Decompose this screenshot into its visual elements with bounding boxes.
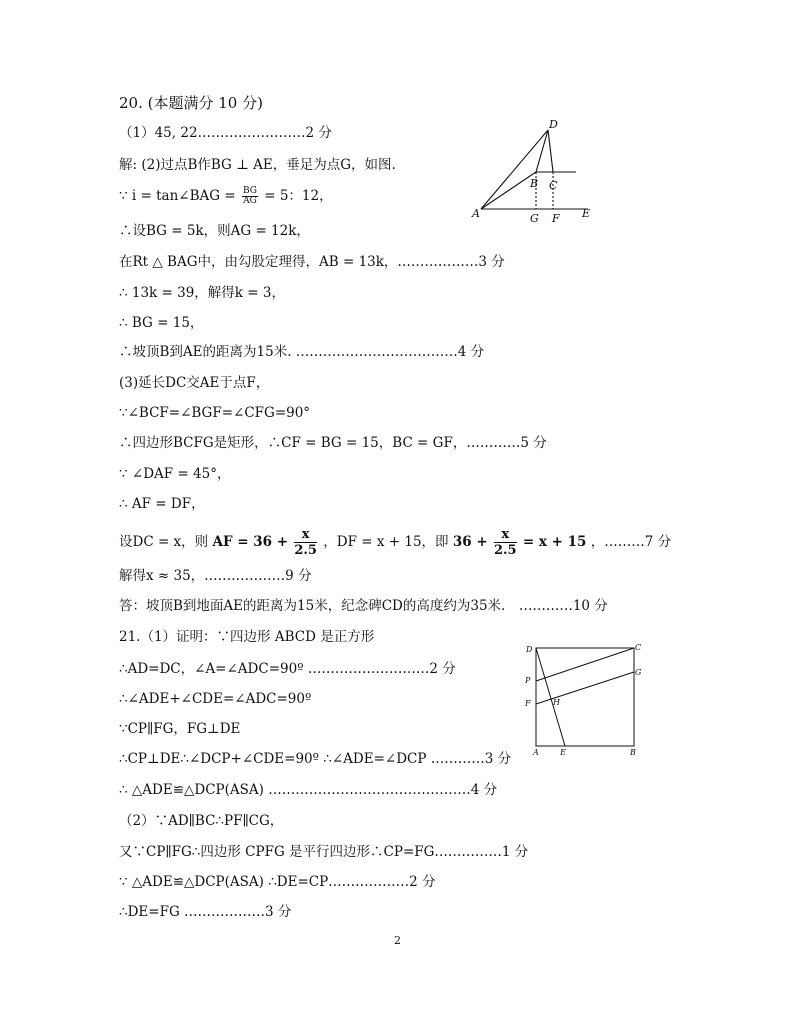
q20-line-3a: ∵ i = tan∠BAG = — [119, 188, 236, 204]
line-ad — [481, 130, 548, 209]
label-c: C — [549, 179, 558, 192]
label-a: A — [533, 748, 539, 757]
q20-line-4: ∴设BG = 5k，则AG = 12k， — [119, 223, 310, 239]
label-e: E — [560, 748, 566, 757]
q20-line-14f: ，………7 分 — [590, 534, 672, 550]
q21-line-3: ∴∠ADE+∠CDE=∠ADC=90º — [119, 691, 312, 707]
line-fg — [536, 672, 634, 704]
q20-line-14a: 设DC = x，则 — [119, 534, 209, 550]
label-d: D — [526, 645, 533, 654]
q20-line-14e: = x + 15 — [522, 534, 587, 550]
q21-line-5: ∴CP⊥DE∴∠DCP+∠CDE=90º ∴∠ADE=∠DCP …………3 分 — [119, 751, 512, 767]
q21-line-7: （2）∵AD∥BC∴PF∥CG， — [119, 813, 284, 829]
q21-line-2: ∴AD=DC，∠A=∠ADC=90º ………………………2 分 — [119, 661, 456, 677]
line-pc — [536, 648, 634, 681]
label-b: B — [530, 177, 539, 190]
q21-line-8: 又∵CP∥FG∴四边形 CPFG 是平行四边形∴CP=FG……………1 分 — [119, 844, 529, 860]
line-dc — [548, 130, 553, 172]
q20-line-6: ∴ 13k = 39，解得k = 3， — [119, 285, 285, 301]
label-h: H — [553, 698, 560, 707]
q20-line-8: ∴坡顶B到AE的距离为15米. ………………………………4 分 — [119, 344, 485, 360]
q20-line-10: ∵∠BCF=∠BGF=∠CFG=90° — [119, 405, 311, 421]
q20-line-3b: = 5：12， — [264, 188, 333, 204]
slope-figure — [460, 112, 600, 230]
label-p: P — [525, 676, 531, 685]
q20-line-13: ∴ AF = DF， — [119, 496, 205, 512]
q20-line-14 — [119, 527, 671, 558]
fraction-numerator: BG — [242, 186, 257, 196]
fraction-denominator: 2.5 — [294, 543, 317, 558]
fraction-denominator: AG — [243, 196, 257, 206]
label-b: B — [630, 748, 636, 757]
q21-line-9: ∵ △ADE≌△DCP(ASA) ∴DE=CP………………2 分 — [119, 874, 436, 890]
q21-line-1: 21.（1）证明：∵四边形 ABCD 是正方形 — [119, 629, 375, 645]
q20-line-1: （1）45, 22……………………2 分 — [119, 125, 332, 141]
q20-line-14c: ，DF = x + 15，即 — [323, 534, 449, 550]
fraction-numerator: x — [494, 527, 517, 543]
fraction-bg-ag — [242, 187, 258, 206]
page-number: 2 — [394, 934, 401, 947]
label-f: F — [552, 212, 560, 225]
label-a: A — [472, 207, 480, 220]
label-g: G — [635, 668, 642, 677]
q20-line-3 — [119, 187, 333, 206]
square-figure — [520, 638, 650, 760]
q20-line-2: 解: (2)过点B作BG ⊥ AE，垂足为点G，如图. — [119, 157, 396, 173]
fraction-numerator: x — [294, 527, 317, 543]
label-g: G — [530, 212, 539, 225]
line-ab — [481, 172, 539, 209]
label-e: E — [582, 207, 591, 220]
fraction-x-over-2-5 — [294, 527, 317, 558]
q20-line-7: ∴ BG = 15， — [119, 315, 204, 331]
label-f: F — [525, 699, 531, 708]
q21-line-6: ∴ △ADE≌△DCP(ASA) ………………………………………4 分 — [119, 782, 498, 798]
q20-line-16: 答：坡顶B到地面AE的距离为15米，纪念碑CD的高度约为35米. …………10 分 — [119, 598, 608, 614]
q20-line-5: 在Rt △ BAG中，由勾股定理得，AB = 13k，………………3 分 — [119, 254, 505, 270]
q20-line-14d: 36 + — [452, 534, 488, 550]
q20-title: 20. (本题满分 10 分) — [119, 94, 263, 112]
q20-line-9: (3)延长DC交AE于点F， — [119, 375, 270, 391]
q20-line-12: ∵ ∠DAF = 45°， — [119, 466, 231, 482]
q20-line-14b: AF = 36 + — [212, 534, 289, 550]
q21-line-10: ∴DE=FG ………………3 分 — [119, 904, 292, 920]
q20-line-15: 解得x ≈ 35，………………9 分 — [119, 568, 312, 584]
line-de — [536, 648, 565, 746]
q20-line-11: ∴四边形BCFG是矩形，∴CF = BG = 15，BC = GF，…………5 分 — [119, 435, 547, 451]
q21-line-4: ∵CP∥FG，FG⊥DE — [119, 721, 241, 737]
label-c: C — [635, 643, 642, 652]
label-d: D — [549, 118, 558, 131]
fraction-denominator: 2.5 — [493, 543, 517, 558]
fraction-x-over-2-5-second — [494, 527, 517, 558]
